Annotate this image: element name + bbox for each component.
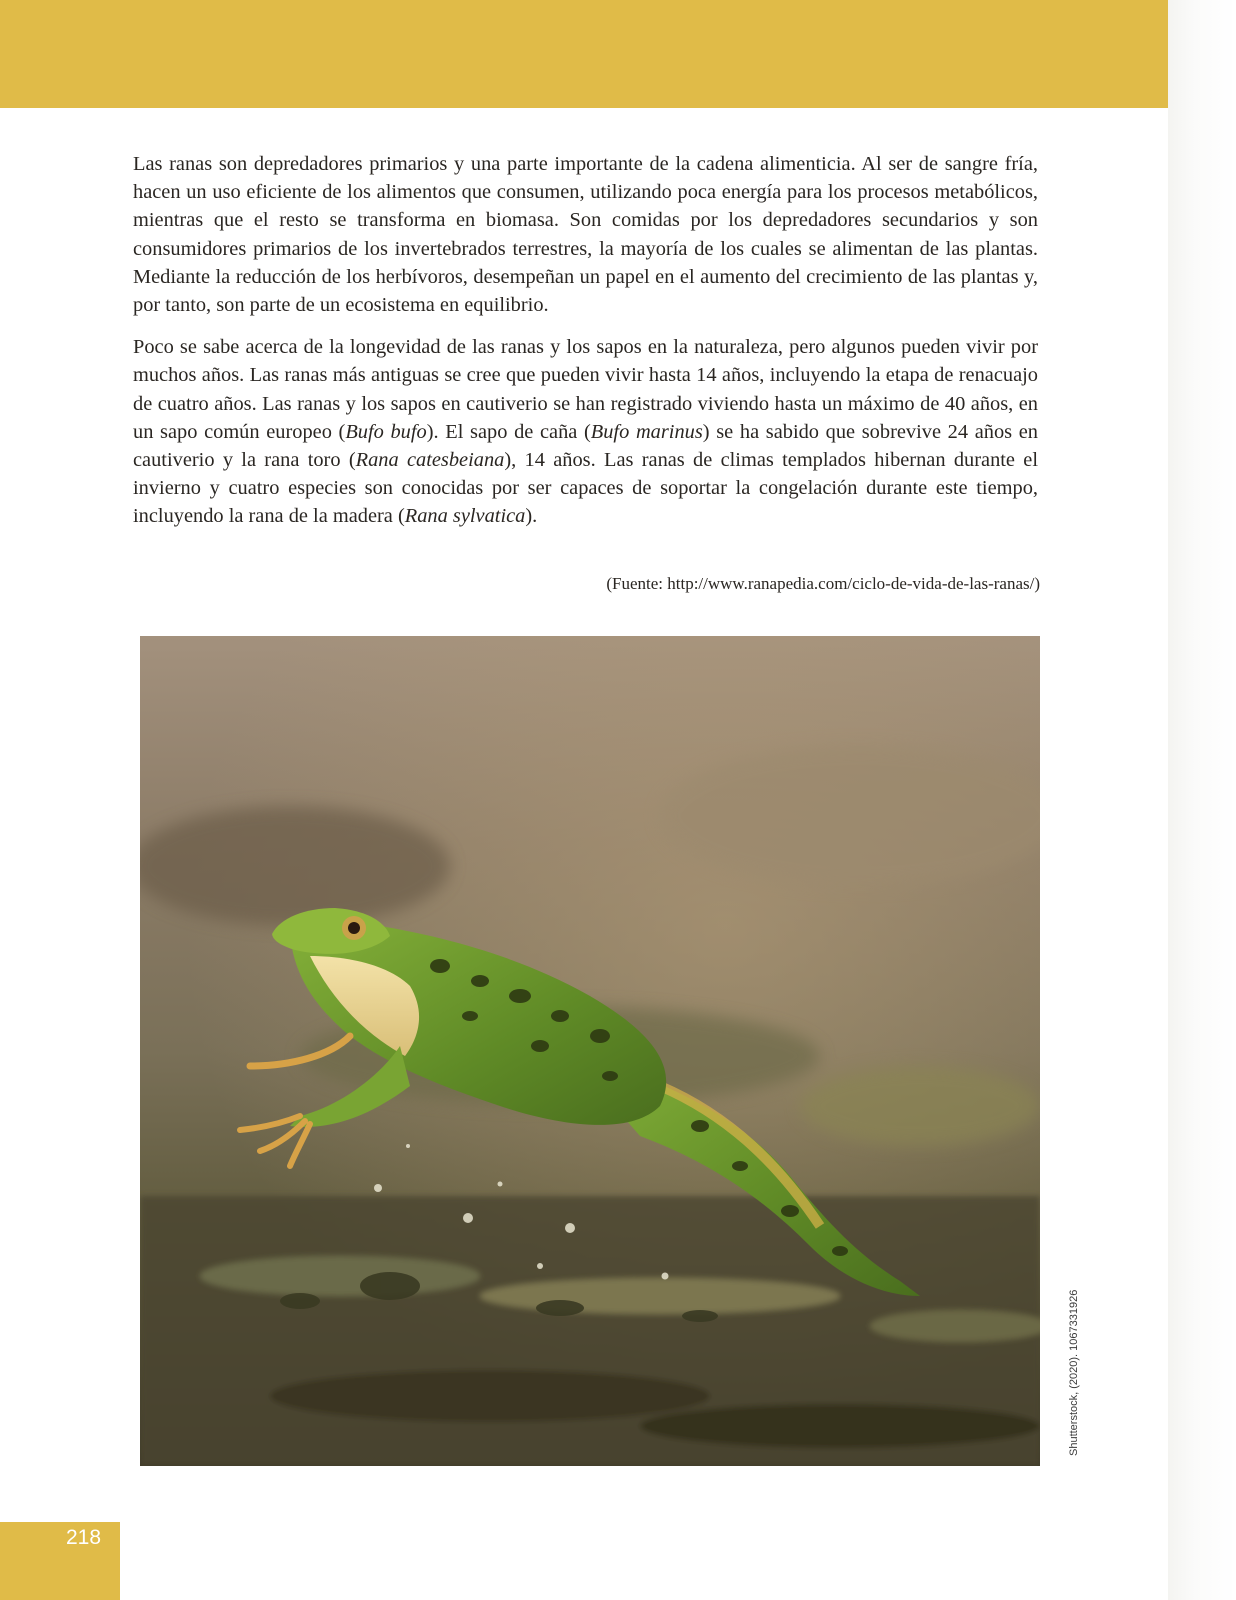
text-segment: ), 14 años. Las ranas de climas templados hibernan durante el invierno y cuatro especies son conocidas por ser capaces de soportar la congelación durante este tiempo, incluyendo la rana de la madera ( <box>133 449 1038 528</box>
paragraph-1 <box>133 150 1038 319</box>
species-name: Bufo marinus <box>590 420 703 443</box>
species-name: Rana sylvatica <box>404 505 526 528</box>
frog-photo <box>140 636 1040 1466</box>
top-color-band <box>0 0 1168 108</box>
paragraph-2 <box>133 333 1038 530</box>
image-credit: Shutterstock, (2020). 1067331926 <box>1068 1289 1080 1456</box>
text-segment: ). <box>525 505 538 528</box>
page-edge <box>1168 0 1236 1600</box>
source-citation: (Fuente: http://www.ranapedia.com/ciclo-de-vida-de-las-ranas/) <box>606 574 1040 593</box>
body-text <box>133 150 1038 545</box>
text-segment: Las ranas son depredadores primarios y una parte importante de la cadena alimenticia. Al ser de sangre fría, hacen un uso eficiente de los alimentos que consumen, utilizando poca energía para los procesos metabólicos, mientras que el resto se transforma en biomasa. Son comidas por los depredadores secundarios y son consumidores primarios de los invertebrados terrestres, la mayoría de los cuales se alimentan de las plantas. Mediante la reducción de los herbívoros, desempeñan un papel en el aumento del crecimiento de las plantas y, por tanto, son parte de un ecosistema en equilibrio. <box>133 153 1038 317</box>
text-segment: Poco se sabe acerca de la longevidad de las ranas y los sapos en la naturaleza, pero algunos pueden vivir por muchos años. Las ranas más antiguas se cree que pueden vivir hasta 14 años, incluyendo la etapa de renacuajo de cuatro años. Las ranas y los sapos en cautiverio se han registrado viviendo hasta un máximo de 40 años, en un sapo común europeo ( <box>133 336 1038 443</box>
page-number: 218 <box>66 1526 102 1549</box>
text-segment: ) se ha sabido que sobrevive 24 años en cautiverio y la rana toro ( <box>133 420 1038 472</box>
species-name: Rana catesbeiana <box>355 449 505 472</box>
text-segment: ). El sapo de caña ( <box>426 420 591 443</box>
page-number-box <box>0 1522 120 1600</box>
species-name: Bufo bufo <box>345 420 427 443</box>
